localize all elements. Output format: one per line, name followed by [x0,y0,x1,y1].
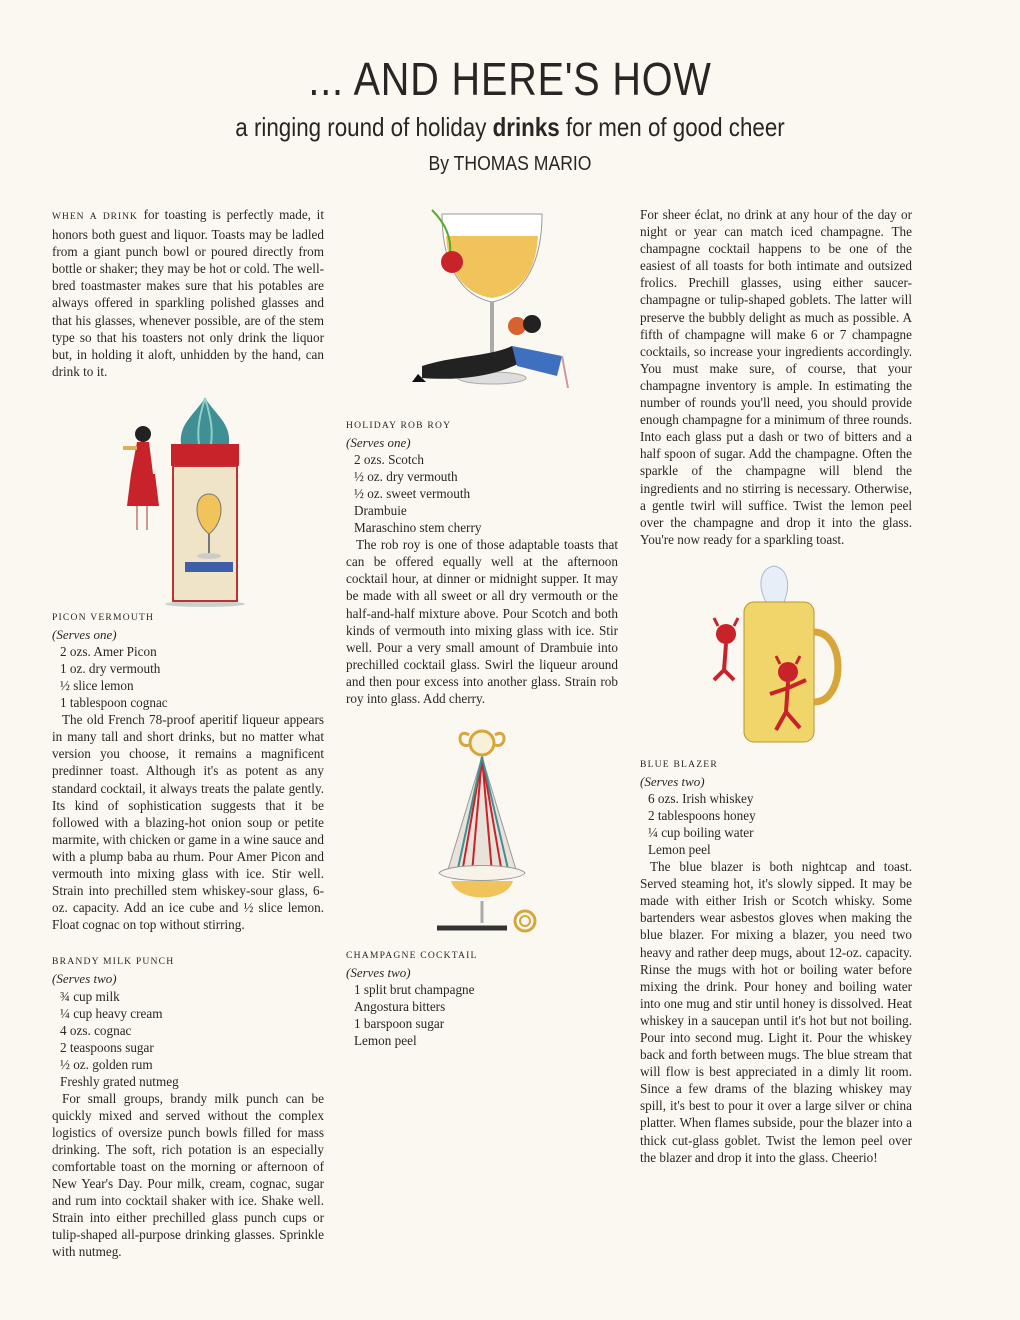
brandy-caption: BRANDY MILK PUNCH [52,956,175,968]
ingredient: 2 tablespoons honey [648,808,756,824]
ingredient: Angostura bitters [354,999,446,1015]
ingredient: 1 tablespoon cognac [60,695,168,711]
champagne-text: For sheer éclat, no drink at any hour of the day or night or year can match iced champagne. The champagne cocktail happens to be one of the easiest of all toasts for both intimate and outsized frolics. Prechill glasses, using either saucer-champagne or tulip-shaped goblets. The latter will preserve the bubbly delight as much as possible. A fifth of champagne will make 6 or 7 champagne cocktails, so increase your ingredients accordingly. You must make sure, of course, that your champagne inventory is ample. In estimating the number of rounds you'll need, you should provide enough champagne for a minimum of three rounds. Into each glass put a dash or two of bitters and a half spoon of sugar. Add the champagne. Often the sparkle of the champagne will blend the ingredients and no stirring is necessary. Otherwise, a gentle twirl will suffice. Twist the lemon peel over the champagne and drop it into the glass. You're now ready for a sparkling toast. [640,207,912,547]
ingredient: ¾ cup milk [60,988,120,1004]
robroy-text: The rob roy is one of those adaptable toasts that can be offered equally well at the afternoon cocktail hour, at dinner or midnight supper. It may be made with all sweet or all dry vermouth or the half-and-half mixture above. Pour Scotch and both kinds of vermouth into mixing glass with ice. Stir well. Pour a very small amount of Drambuie into prechilled cocktail glass. Swirl the liqueur around and then pour excess into another glass. Strain rob roy into glass. Add cherry. [346,537,618,707]
ingredient: 1 barspoon sugar [354,1016,445,1032]
devil-mug-illustration [696,562,856,752]
ingredient: ¼ cup boiling water [648,825,754,841]
ingredient: ½ oz. golden rum [60,1056,153,1072]
ingredient: ¼ cup heavy cream [60,1005,163,1021]
ingredient: 1 oz. dry vermouth [60,661,161,677]
robroy-serves: (Serves one) [346,435,411,451]
subtitle-bold-word: drinks [492,112,560,142]
clown-glass-illustration [417,723,547,943]
ingredient: Lemon peel [648,842,711,858]
subtitle-part-1: a ringing round of holiday [235,112,493,142]
blazer-serves: (Serves two) [640,773,705,789]
intro-paragraph [52,206,324,380]
ingredient: 2 ozs. Amer Picon [60,644,157,660]
intro-text: for toasting is perfectly made, it honors both guest and liquor. Toasts may be ladled from a giant punch bowl or poured directly from bottle or shaker; they may be hot or cold. The well-bred toastmaster makes sure that his potables are always offered in sparkling polished glasses and that his glasses, whenever possible, are of the stem type so that his toasters not only drink the liquor but, in holding it aloft, unhidden by the hand, can drink to it. [52,207,324,379]
byline: By THOMAS MARIO [428,153,592,175]
blazer-ingredients [640,790,912,858]
champagne-ingredients [346,981,618,1049]
ingredient: 2 teaspoons sugar [60,1039,154,1055]
page-subtitle [71,112,948,143]
column-3 [640,206,912,1166]
kiosk-woman-illustration [113,394,263,609]
robroy-caption: HOLIDAY ROB ROY [346,420,452,431]
ingredient: Lemon peel [354,1033,417,1049]
column-2 [346,206,618,1049]
column-1 [52,206,324,1260]
champagne-serves: (Serves two) [346,965,411,981]
ingredient: Drambuie [354,503,407,519]
ingredient: 6 ozs. Irish whiskey [648,791,754,807]
brandy-ingredients [52,988,324,1090]
champagne-caption: CHAMPAGNE COCKTAIL [346,950,478,962]
subtitle-part-2: for men of good cheer [559,112,785,142]
cocktail-glass-couple-illustration [392,206,572,411]
blazer-caption: BLUE BLAZER [640,758,718,770]
ingredient: Maraschino stem cherry [354,520,482,536]
robroy-ingredients [346,451,618,536]
picon-serves: (Serves one) [52,627,117,643]
ingredient: ½ slice lemon [60,678,134,694]
ingredient: ½ oz. sweet vermouth [354,486,471,502]
blazer-text: The blue blazer is both nightcap and toast. Served steaming hot, it's slowly sipped. It may be made with either Irish or Scotch whisky. Some bartenders wear asbestos gloves when making the blue blazer. For mixing a blazer, you need two heavy and rather deep mugs, about 12-oz. capacity. Rinse the mugs with hot or boiling water before mixing the drink. Pour honey and boiling water into one mug and stir until honey is dissolved. Heat whiskey in a saucepan until it's hot but not boiling. Pour into second mug. Light it. Pour the whiskey back and forth between mugs. The blue stream that will flow is best appreciated in a dimly lit room. Since a few drams of the blazing whiskey may spill, it's best to pour it over a large silver or china platter. When flames subside, pour the blazer into a thick cut-glass goblet. Twist the lemon peel over the blazer and drop it into the glass. Cheerio! [640,859,912,1165]
page-title: ... AND HERE'S HOW [308,53,712,105]
ingredient: Freshly grated nutmeg [60,1073,179,1089]
ingredient: 4 ozs. cognac [60,1022,132,1038]
brandy-text: For small groups, brandy milk punch can be quickly mixed and served without the complex logistics of oversize punch bowls filled for mass drinking. The soft, rich potation is an especially comfortable toast on the morning or afternoon of New Year's Day. Pour milk, cream, cognac, sugar and rum into cocktail shaker with ice. Shake well. Strain into either prechilled glass punch cups or tulip-shaped all-purpose drinking glasses. Sprinkle with nutmeg. [52,1090,324,1260]
brandy-serves: (Serves two) [52,971,117,987]
picon-text: The old French 78-proof aperitif liqueur appears in many tall and short drinks, but no matter what version you choose, it remains a magnificent predinner toast. Although it's as potent as any standard cocktail, it always treats the palate gently. Its kind of sophistication suggests that it be followed with a blazing-hot onion soup or petite marmite, with chicken or game in a wine sauce and with a plump baba au rhum. Pour Amer Picon and vermouth into mixing glass with ice. Stir well. Strain into prechilled stem whiskey-sour glass, 6-oz. capacity. Add an ice cube and ½ slice lemon. Float cognac on top without stirring. [52,712,324,933]
ingredient: 2 ozs. Scotch [354,452,424,468]
ingredient: ½ oz. dry vermouth [354,469,458,485]
picon-ingredients [52,643,324,711]
ingredient: 1 split brut champagne [354,982,475,998]
intro-lead: WHEN A DRINK [52,212,138,222]
picon-caption: PICON VERMOUTH [52,611,155,623]
